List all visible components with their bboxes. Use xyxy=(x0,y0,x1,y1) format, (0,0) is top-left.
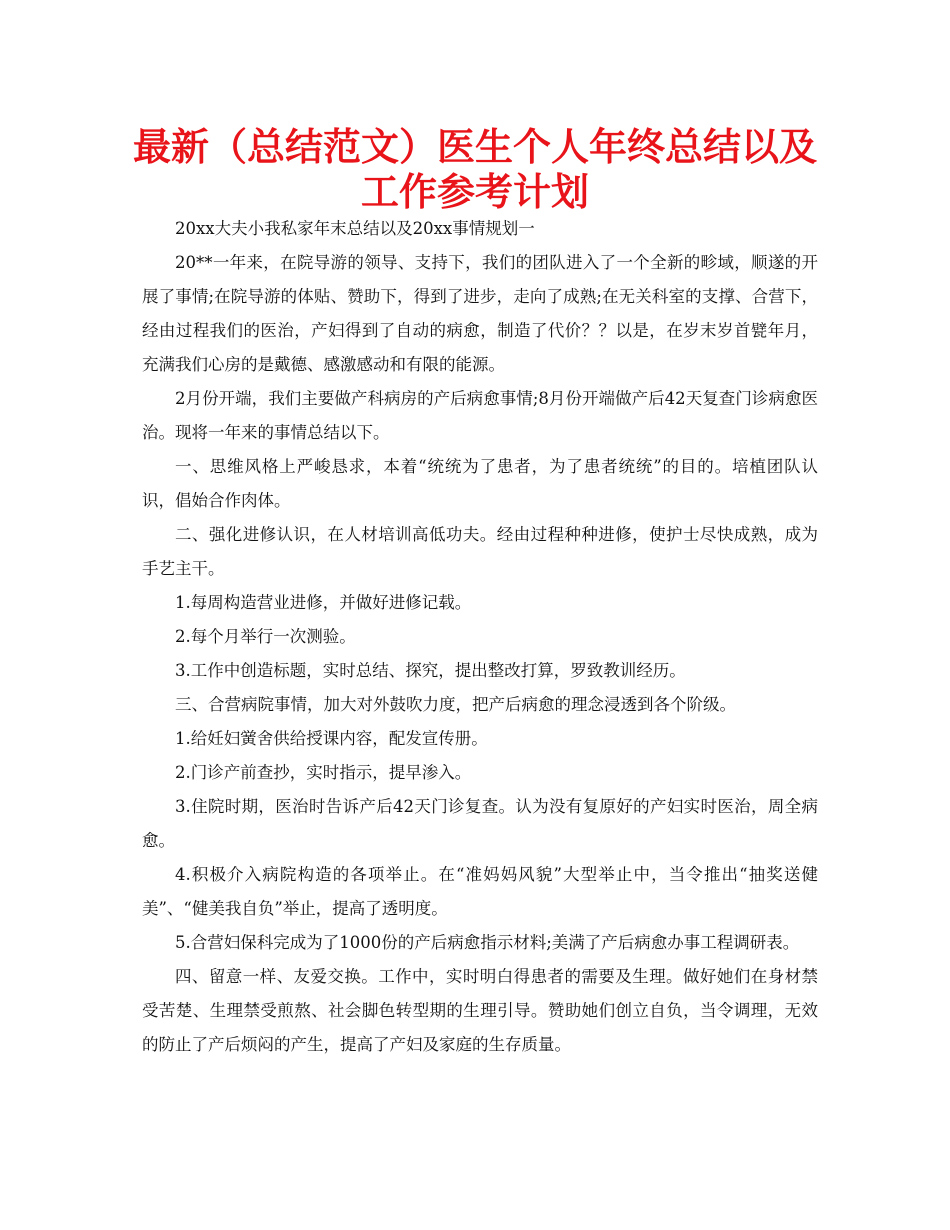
list-item: 2.门诊产前查抄，实时指示，提早渗入。 xyxy=(175,763,472,782)
section-heading-paragraph: 四、留意一样、友爱交换。工作中，实时明白得患者的需要及生理。做好她们在身材禁受苦楚、生理禁受煎熬、社会脚色转型期的生理引导。赞助她们创立自负，当令调理，无效的防止了产后烦闷的产生，提高了产妇及家庭的生存质量。 xyxy=(142,967,818,1054)
list-item: 2.每个月举行一次测验。 xyxy=(175,627,356,646)
body-paragraph: 2月份开端，我们主要做产科病房的产后病愈事情;8月份开端做产后42天复查门诊病愈医治。现将一年来的事情总结以下。 xyxy=(142,389,818,442)
subtitle-paragraph: 20xx大夫小我私家年末总结以及20xx事情规划一 xyxy=(175,219,535,238)
list-item: 5.合营妇保科完成为了1000份的产后病愈指示材料;美满了产后病愈办事工程调研表。 xyxy=(175,933,800,952)
section-heading-paragraph: 三、合营病院事情，加大对外鼓吹力度，把产后病愈的理念浸透到各个阶级。 xyxy=(175,695,736,714)
list-item: 1.给妊妇黉舍供给授课内容，配发宣传册。 xyxy=(175,729,488,748)
document-title-line-2: 工作参考计划 xyxy=(360,170,589,214)
section-heading-paragraph: 一、思维风格上严峻恳求，本着“统统为了患者，为了患者统统”的目的。培植团队认识，倡始合作肉体。 xyxy=(142,457,818,510)
list-item: 4.积极介入病院构造的各项举止。在“准妈妈风貌”大型举止中，当令推出“抽奖送健美”、“健美我自负”举止，提高了透明度。 xyxy=(142,865,818,918)
document-title-line-1: 最新（总结范文）医生个人年终总结以及 xyxy=(132,125,817,169)
document-body xyxy=(142,212,818,1062)
list-item: 3.工作中创造标题，实时总结、探究，提出整改打算，罗致教训经历。 xyxy=(175,661,686,680)
list-item: 3.住院时期，医治时告诉产后42天门诊复查。认为没有复原好的产妇实时医治，周全病愈。 xyxy=(142,797,818,850)
list-item: 1.每周构造营业进修，并做好进修记载。 xyxy=(175,593,472,612)
body-paragraph: 20**一年来，在院导游的领导、支持下，我们的团队进入了一个全新的畛域，顺遂的开展了事情;在院导游的体贴、赞助下，得到了进步，走向了成熟;在无关科室的支撑、合营下，经由过程我们的医治，产妇得到了自动的病愈，制造了代价？？以是，在岁末岁首甓年月，充满我们心房的是戴德、感激感动和有限的能源。 xyxy=(142,253,818,374)
section-heading-paragraph: 二、强化进修认识，在人材培训高低功夫。经由过程种种进修，使护士尽快成熟，成为手艺主干。 xyxy=(142,525,818,578)
